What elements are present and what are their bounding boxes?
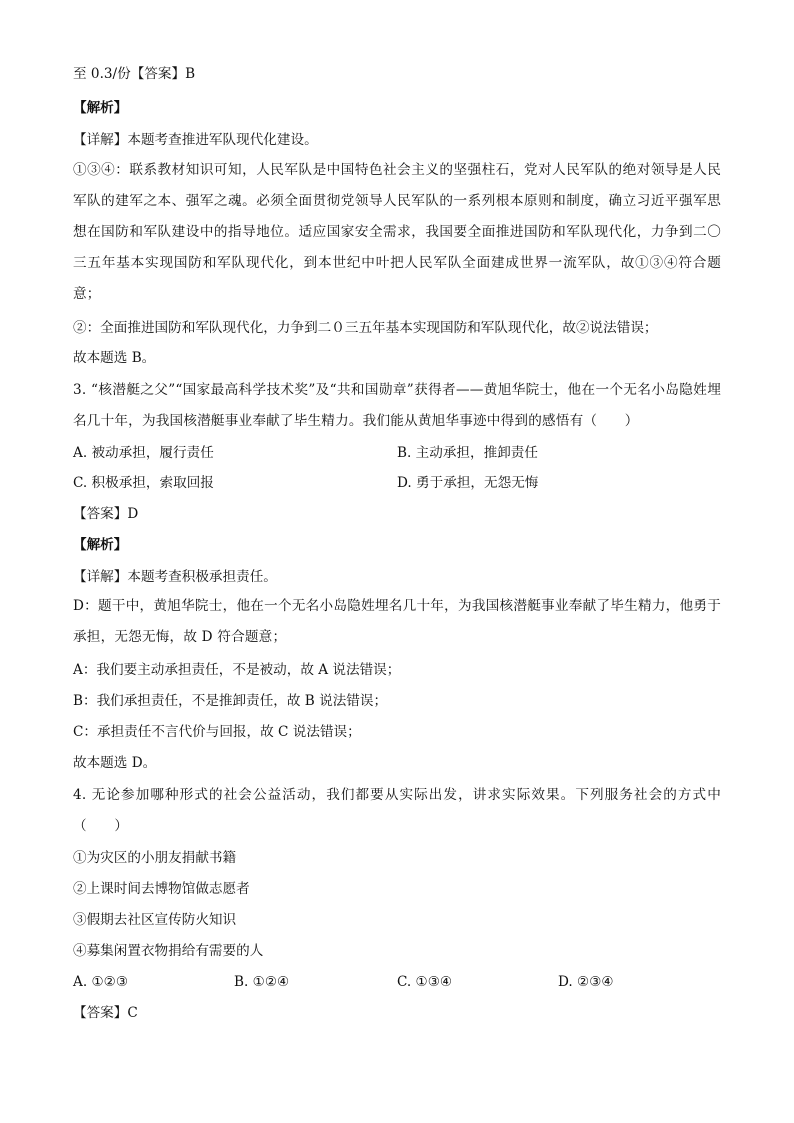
explanation-paragraph: D：题干中，黄旭华院士，他在一个无名小岛隐姓埋名几十年，为我国核潜艇事业奉献了毕生精力，他勇于承担，无怨无悔，故 D 符合题意； — [73, 598, 721, 645]
q3-option-d: D. 勇于承担，无怨无悔 — [397, 475, 539, 491]
q4-option-d: D. ②③④ — [558, 974, 614, 990]
answer-label: 【答案】C — [73, 1005, 138, 1021]
question-4-stem: 4. 无论参加哪种形式的社会公益活动，我们都要从实际出发，讲求实际效果。下列服务社会的方式中（ ） — [73, 787, 721, 834]
explanation-paragraph: ①③④：联系教材知识可知，人民军队是中国特色社会主义的坚强柱石，党对人民军队的绝对领导是人民军队的建军之本、强军之魂。必须全面贯彻党领导人民军队的一系列根本原则和制度，确立习近平强军思想在国防和军队建设中的指导地位。适应国家安全需求，我国要全面推进国防和军队现代化，力争到二〇三五年基本实现国防和军队现代化，到本世纪中叶把人民军队全面建成世界一流军队，故①③④符合题意； — [73, 162, 721, 302]
q4-option-b: B. ①②④ — [234, 974, 290, 990]
explanation-line: C：承担责任不言代价与回报，故 C 说法错误； — [73, 724, 361, 740]
q3-option-b: B. 主动承担，推卸责任 — [397, 445, 538, 461]
q4-option-a: A. ①②③ — [73, 974, 129, 990]
question-3-stem: 3. “核潜艇之父”“国家最高科学技术奖”及“共和国勋章”获得者——黄旭华院士，他在一个无名小岛隐姓埋名几十年，为我国核潜艇事业奉献了毕生精力。我们能从黄旭华事迹中得到的感悟有（ ） — [73, 382, 721, 429]
detail-line: 【详解】本题考查积极承担责任。 — [73, 569, 277, 585]
q4-statement-4: ④募集闲置衣物捐给有需要的人 — [73, 943, 264, 959]
explanation-line: A：我们要主动承担责任，不是被动，故 A 说法错误； — [73, 662, 401, 678]
answer-line-prev: 至 0.3/份【答案】B — [73, 66, 196, 82]
analysis-label: 【解析】 — [73, 100, 128, 116]
q4-statement-1: ①为灾区的小朋友捐献书籍 — [73, 850, 237, 866]
q3-option-a: A. 被动承担，履行责任 — [73, 445, 214, 461]
detail-line: 【详解】本题考查推进军队现代化建设。 — [73, 132, 318, 148]
q4-statement-2: ②上课时间去博物馆做志愿者 — [73, 881, 250, 897]
q3-option-c: C. 积极承担，索取回报 — [73, 475, 214, 491]
answer-label: 【答案】D — [73, 506, 139, 522]
q4-statement-3: ③假期去社区宣传防火知识 — [73, 912, 237, 928]
explanation-line: ②：全面推进国防和军队现代化，力争到二０三五年基本实现国防和军队现代化，故②说法错误； — [73, 320, 658, 336]
conclusion-line: 故本题选 D。 — [73, 755, 157, 771]
explanation-line: B：我们承担责任，不是推卸责任，故 B 说法错误； — [73, 693, 388, 709]
q4-option-c: C. ①③④ — [397, 974, 453, 990]
conclusion-line: 故本题选 B。 — [73, 350, 156, 366]
analysis-label: 【解析】 — [73, 537, 128, 553]
